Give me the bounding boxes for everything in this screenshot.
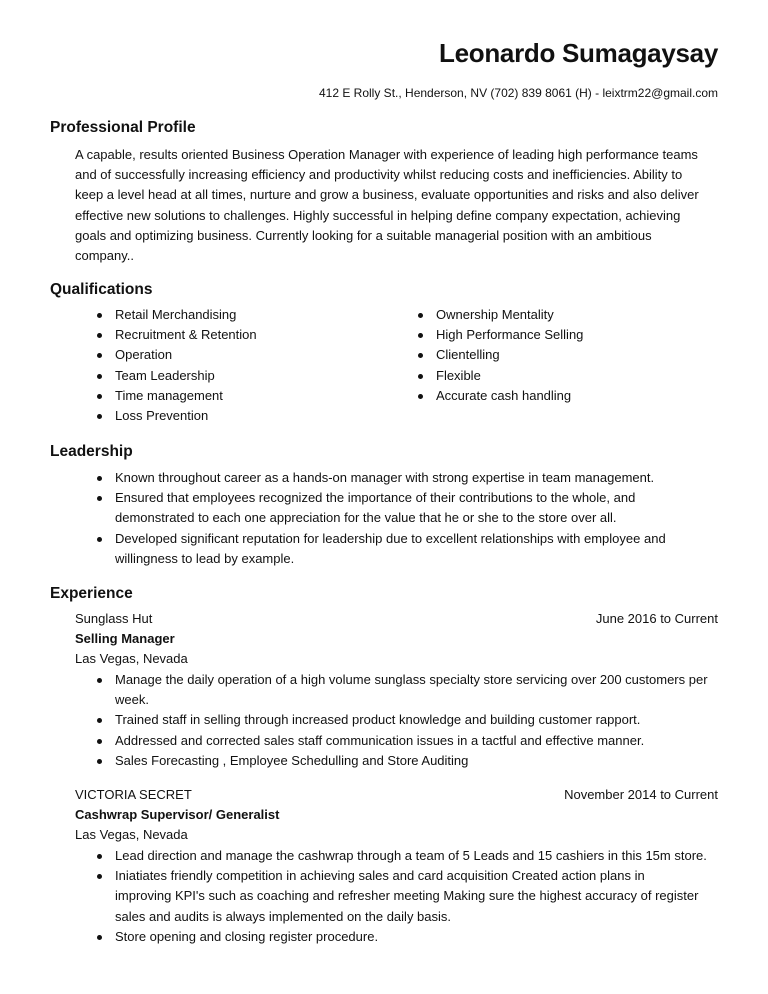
list-item [75, 710, 735, 730]
contact-line: 412 E Rolly St., Henderson, NV (702) 839 8061 (H) - leixtrm22@gmail.com [318, 86, 718, 100]
list-item-line: Iniatiates friendly competition in achieving sales and card acquisition Created action plans in [115, 868, 645, 884]
list-item [75, 488, 735, 528]
job-company: VICTORIA SECRET [75, 787, 192, 802]
list-item-line: willingness to lead by example. [115, 550, 295, 566]
job-role: Cashwrap Supervisor/ Generalist [75, 807, 280, 822]
list-item: Operation [75, 345, 395, 365]
section-title-profile: Professional Profile [50, 119, 196, 136]
qualifications-list-right [396, 305, 716, 406]
list-item-line: week. [115, 692, 149, 708]
job-location: Las Vegas, Nevada [75, 651, 188, 666]
list-item [75, 846, 735, 866]
list-item: Retail Merchandising [75, 305, 395, 325]
list-item-line: Lead direction and manage the cashwrap through a team of 5 Leads and 15 cashiers in this 15m store. [115, 848, 707, 863]
list-item [75, 731, 735, 751]
profile-line: keep a level head at all times, nurture and grow a business, evaluate opportunities and risks and also deliver [75, 187, 699, 203]
list-item: Ownership Mentality [396, 305, 716, 325]
list-item: Time management [75, 386, 395, 406]
list-item: Clientelling [396, 345, 716, 365]
list-item-line: sales and audits is always implemented on the daily basis. [115, 908, 452, 924]
list-item-line: Ensured that employees recognized the importance of their contributions to the whole, and [115, 490, 636, 506]
list-item-line: Addressed and corrected sales staff communication issues in a tactful and effective manner. [115, 732, 645, 748]
list-item [75, 751, 735, 771]
job-bullets [75, 670, 735, 771]
list-item-line: Manage the daily operation of a high volume sunglass specialty store servicing over 200 customers per [115, 672, 708, 687]
job-dates: June 2016 to Current [595, 611, 718, 626]
list-item-line: demonstrated to each one appreciation for the value that he or she to the store over all. [115, 510, 617, 526]
profile-line: A capable, results oriented Business Operation Manager with experience of leading high performance teams [75, 147, 698, 162]
list-item-line: improving KPI's such as coaching and refresher meeting Making sure the highest accuracy of register [115, 888, 699, 904]
list-item: Accurate cash handling [396, 386, 716, 406]
profile-line: and of successfully increasing efficiency and productivity whilst reducing costs and inefficiencies. Ability to [75, 167, 683, 183]
list-item-line: Known throughout career as a hands-on manager with strong expertise in team management. [115, 470, 655, 485]
list-item [75, 927, 735, 947]
list-item [75, 866, 735, 927]
list-item-line: Trained staff in selling through increased product knowledge and building customer rapport. [115, 712, 641, 728]
job-location: Las Vegas, Nevada [75, 827, 188, 842]
profile-paragraph [75, 145, 725, 266]
list-item-line: Sales Forecasting , Employee Schedulling and Store Auditing [115, 752, 469, 768]
list-item-line: Developed significant reputation for leadership due to excellent relationships with employee and [115, 530, 666, 546]
list-item: High Performance Selling [396, 325, 716, 345]
list-item: Flexible [396, 366, 716, 386]
candidate-name: Leonardo Sumagaysay [439, 38, 718, 68]
job-bullets [75, 846, 735, 947]
job-role: Selling Manager [75, 631, 175, 646]
list-item: Loss Prevention [75, 406, 395, 426]
list-item [75, 468, 735, 488]
list-item [75, 670, 735, 710]
section-title-leadership: Leadership [50, 443, 133, 460]
profile-line: goals and optimizing business. Currently looking for a suitable managerial position with an ambitious [75, 227, 652, 243]
list-item-line: Store opening and closing register procedure. [115, 928, 379, 944]
profile-line: effective new solutions to challenges. Highly successful in helping define company expectation, achieving [75, 207, 681, 223]
job-dates: November 2014 to Current [564, 787, 718, 802]
leadership-list [75, 468, 735, 569]
list-item [75, 529, 735, 569]
qualifications-list-left [75, 305, 395, 426]
section-title-qualifications: Qualifications [50, 281, 153, 298]
list-item: Team Leadership [75, 366, 395, 386]
section-title-experience: Experience [50, 585, 133, 602]
profile-line: company.. [75, 248, 135, 264]
list-item: Recruitment & Retention [75, 325, 395, 345]
job-company: Sunglass Hut [75, 611, 153, 626]
